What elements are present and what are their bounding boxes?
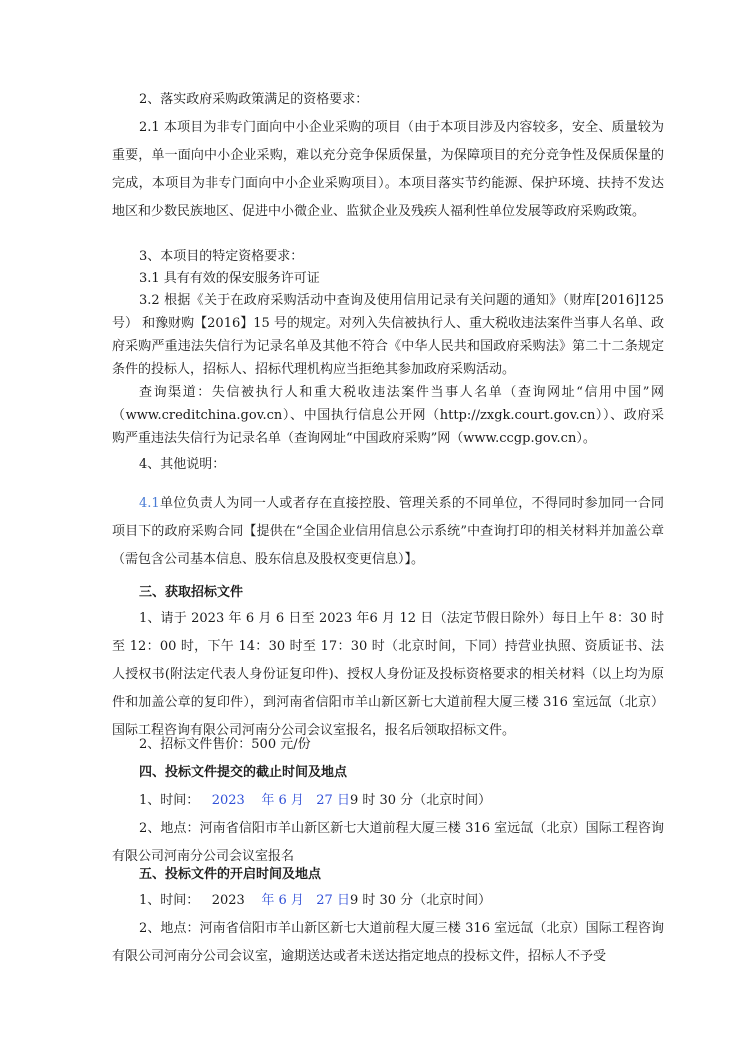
submission-place: 2、地点：河南省信阳市羊山新区新七大道前程大厦三楼 316 室远氙（北京）国际工程咨询有限公司河南分公司会议室报名	[112, 821, 664, 864]
get-tender-docs-heading: 三、获取招标文件	[139, 585, 244, 600]
opening-time	[112, 887, 664, 915]
opening-month: 年 6 月	[261, 893, 304, 908]
submission-day: 27 日	[316, 793, 350, 808]
opening-day: 27 日	[316, 893, 350, 908]
submission-month: 年 6 月	[261, 793, 304, 808]
opening-year: 2023	[211, 893, 245, 908]
submission-time-label: 1、时间：	[139, 793, 200, 808]
opening-time-label: 1、时间：	[139, 893, 200, 908]
section-4-1-paragraph	[112, 490, 664, 574]
submission-year: 2023	[211, 793, 245, 808]
tender-doc-price: 2、招标文件售价：500 元/份	[139, 737, 311, 752]
section-2-heading: 2、落实政府采购政策满足的资格要求：	[139, 92, 369, 107]
submission-deadline-heading: 四、投标文件提交的截止时间及地点	[139, 765, 348, 780]
section-4-heading: 4、其他说明：	[139, 457, 226, 472]
submission-time	[112, 787, 664, 815]
section-3-1-item: 3.1 具有有效的保安服务许可证	[139, 271, 320, 286]
section-3-2-item: 3.2 根据《关于在政府采购活动中查询及使用信用记录有关问题的通知》（财库[2016]125 号） 和豫财购【2016】15 号的规定。对列入失信被执行人、重大税收违法案件当事人名单、政府采购严重违法失信行为记录名单及其他不符合《中华人民共和国政府采购法》第二十二条规定条件的投标人，招标人、招标代理机构应当拒绝其参加政府采购活动。	[112, 293, 664, 377]
section-4-1-number: 4.1	[139, 496, 160, 511]
submission-time-rest: 9 时 30 分（北京时间）	[349, 793, 492, 808]
section-2-1-paragraph: 2.1 本项目为非专门面向中小企业采购的项目（由于本项目涉及内容较多，安全、质量较为重要，单一面向中小企业采购，难以充分竞争保质保量，为保障项目的充分竞争性及保质保量的完成，本项目为非专门面向中小企业采购项目）。本项目落实节约能源、保护环境、扶持不发达地区和少数民族地区、促进中小微企业、监狱企业及残疾人福利性单位发展等政府采购政策。	[112, 120, 664, 219]
get-tender-docs-paragraph: 1、请于 2023 年 6 月 6 日至 2023 年6 月 12 日（法定节假日除外）每日上午 8：30 时至 12：00 时，下午 14：30 时至 17：30 时（北京时间，下同）持营业执照、资质证书、法人授权书(附法定代表人身份证复印件)、授权人身份证及投标资格要求的相关材料（以上均为原件和加盖公章的复印件），到河南省信阳市羊山新区新七大道前程大厦三楼 316 室远氙（北京）国际工程咨询有限公司河南分公司会议室报名，报名后领取招标文件。	[112, 611, 664, 738]
section-3-heading: 3、本项目的特定资格要求：	[139, 249, 304, 264]
opening-time-rest: 9 时 30 分（北京时间）	[349, 893, 492, 908]
query-channels-paragraph: 查询渠道：失信被执行人和重大税收违法案件当事人名单（查询网址“信用中国”网（www.creditchina.gov.cn）、中国执行信息公开网（http://zxgk.court.gov.cn））、政府采购严重违法失信行为记录名单（查询网址“中国政府采购”网（www.ccgp.gov.cn）。	[112, 385, 664, 446]
opening-heading: 五、投标文件的开启时间及地点	[139, 867, 322, 882]
opening-place: 2、地点：河南省信阳市羊山新区新七大道前程大厦三楼 316 室远氙（北京）国际工程咨询有限公司河南分公司会议室，逾期送达或者未送达指定地点的投标文件，招标人不予受	[112, 921, 664, 964]
section-4-1-text: 单位负责人为同一人或者存在直接控股、管理关系的不同单位，不得同时参加同一合同项目下的政府采购合同【提供在“全国企业信用信息公示系统”中查询打印的相关材料并加盖公章（需包含公司基本信息、股东信息及股权变更信息）】。	[112, 496, 664, 567]
